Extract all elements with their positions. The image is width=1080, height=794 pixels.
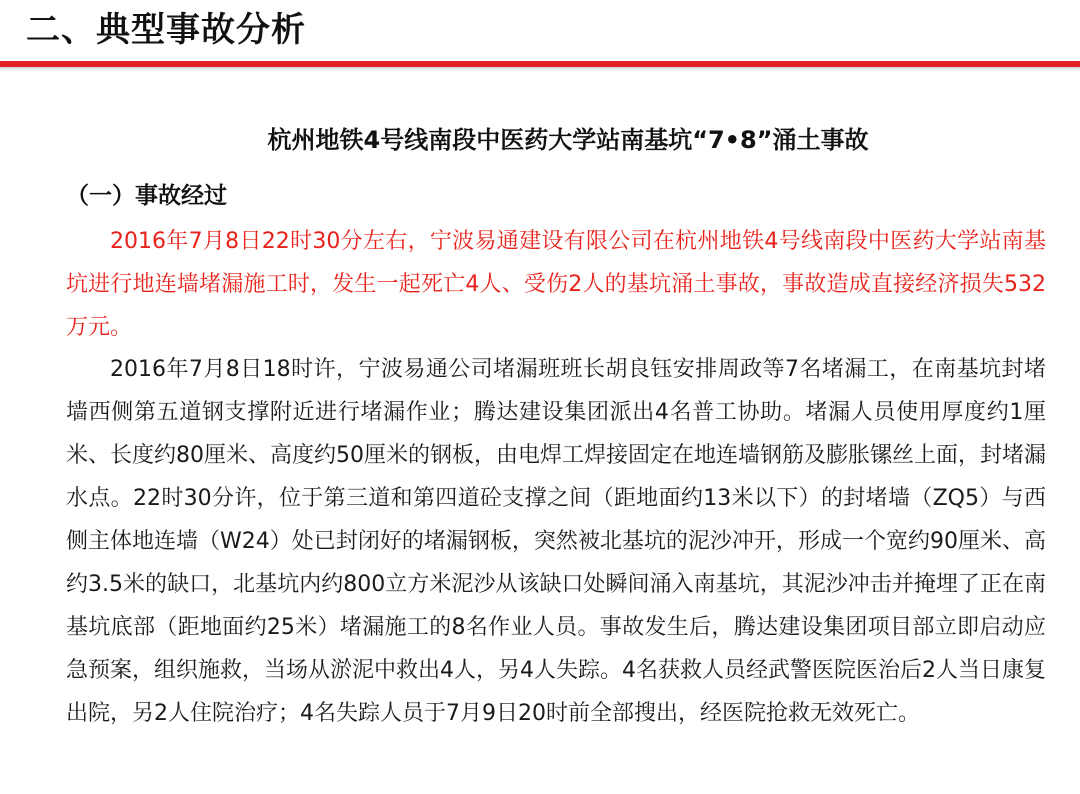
title-divider xyxy=(0,61,1080,67)
document-heading: 杭州地铁4号线南段中医药大学站南基坑“7•8”涌土事故 xyxy=(267,126,869,154)
summary-paragraph: 2016年7月8日22时30分左右，宁波易通建设有限公司在杭州地铁4号线南段中医药大学站南基坑进行地连墙堵漏施工时，发生一起死亡4人、受伤2人的基坑涌土事故，事故造成直接经济损失532万元。 xyxy=(66,229,1046,340)
detail-paragraph: 2016年7月8日18时许，宁波易通公司堵漏班班长胡良钰安排周政等7名堵漏工，在南基坑封堵墙西侧第五道钢支撑附近进行堵漏作业；腾达建设集团派出4名普工协助。堵漏人员使用厚度约1厘米、长度约80厘米、高度约50厘米的钢板，由电焊工焊接固定在地连墙钢筋及膨胀镙丝上面，封堵漏水点。22时30分许，位于第三道和第四道砼支撑之间（距地面约13米以下）的封堵墙（ZQ5）与西侧主体地连墙（W24）处已封闭好的堵漏钢板，突然被北基坑的泥沙冲开，形成一个宽约90厘米、高约3.5米的缺口，北基坑内约800立方米泥沙从该缺口处瞬间涌入南基坑，其泥沙冲击并掩埋了正在南基坑底部（距地面约25米）堵漏施工的8名作业人员。事故发生后，腾达建设集团项目部立即启动应急预案，组织施救，当场从淤泥中救出4人，另4人失踪。4名获救人员经武警医院医治后2人当日康复出院，另2人住院治疗；4名失踪人员于7月9日20时前全部搜出，经医院抢救无效死亡。 xyxy=(66,357,1046,726)
section-heading: （一）事故经过 xyxy=(66,183,227,209)
slide-title: 二、典型事故分析 xyxy=(26,10,306,50)
